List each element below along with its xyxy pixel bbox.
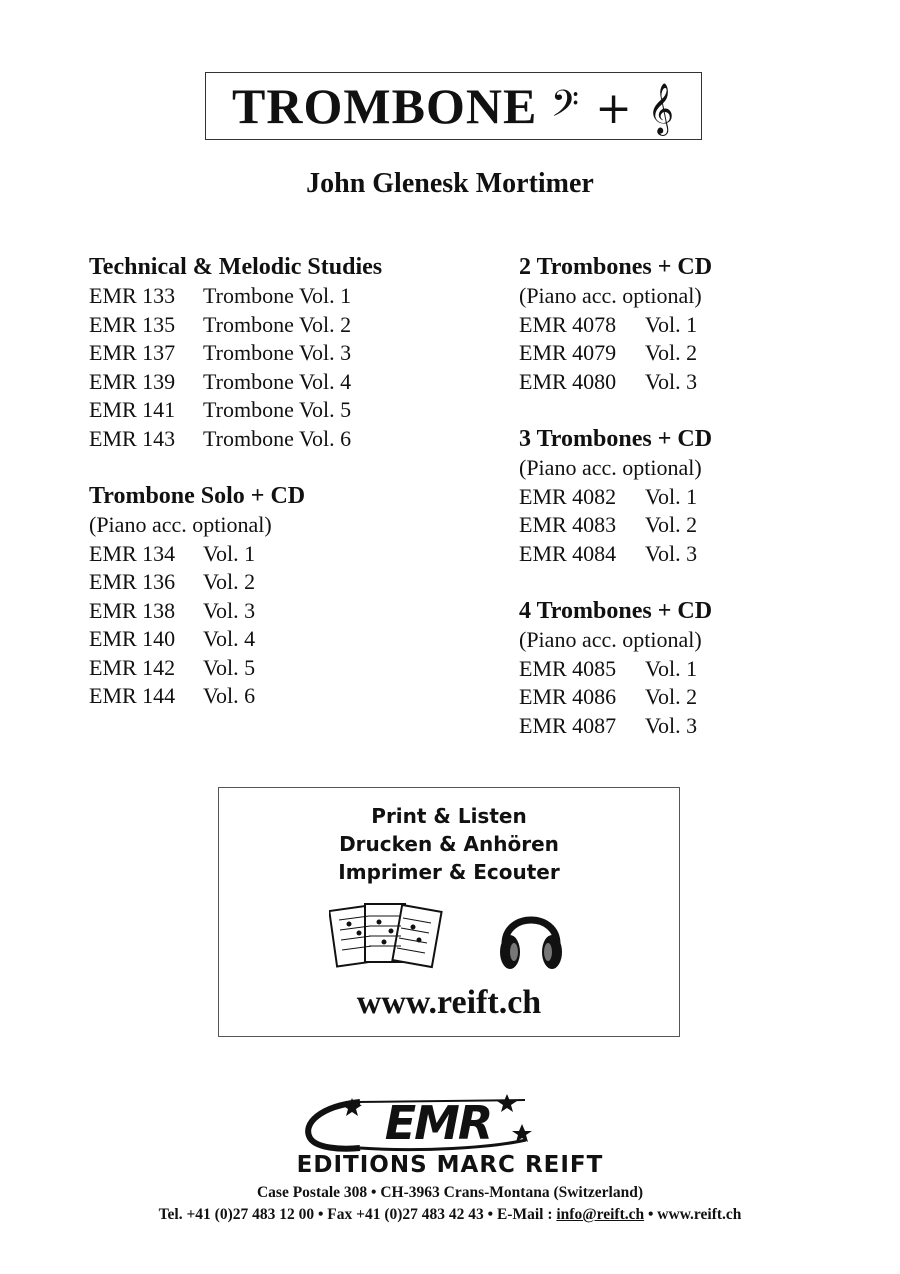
item-code: EMR 4082: [519, 483, 617, 509]
list-item: [89, 597, 382, 626]
item-code: EMR 4087: [519, 712, 617, 738]
item-label: Trombone Vol. 3: [203, 340, 352, 365]
section-subtitle: (Piano acc. optional): [519, 455, 702, 480]
clef-symbols: 𝄢 + 𝄞: [550, 83, 675, 134]
item-code: EMR 4086: [519, 684, 617, 709]
promo-line: Drucken & Anhören: [339, 832, 559, 856]
item-label: Vol. 3: [645, 368, 698, 394]
item-code: EMR 137: [89, 340, 176, 365]
item-code: EMR 140: [89, 626, 176, 651]
catalog-section: [519, 596, 712, 740]
item-label: Trombone Vol. 4: [203, 368, 352, 394]
item-code: EMR 4080: [519, 368, 617, 394]
list-item: [89, 625, 382, 654]
item-code: EMR 4078: [519, 311, 617, 337]
right-column: [519, 252, 712, 768]
list-item: [89, 396, 382, 425]
item-label: Vol. 2: [203, 569, 256, 594]
item-label: Vol. 4: [203, 626, 256, 651]
list-item: [519, 712, 712, 741]
list-item: [89, 282, 382, 311]
item-label: Vol. 1: [645, 655, 698, 681]
item-code: EMR 144: [89, 683, 176, 708]
section-subtitle: (Piano acc. optional): [89, 512, 272, 537]
page-title: [232, 77, 675, 135]
list-item: [89, 339, 382, 368]
contact-phone-fax: Tel. +41 (0)27 483 12 00 • Fax +41 (0)27 483 42 43 • E-Mail :: [158, 1206, 557, 1223]
item-label: Trombone Vol. 1: [203, 283, 352, 308]
item-code: EMR 136: [89, 569, 176, 594]
contact-website: • www.reift.ch: [644, 1206, 742, 1223]
item-label: Trombone Vol. 6: [203, 425, 352, 451]
item-code: EMR 135: [89, 311, 176, 337]
item-label: Vol. 3: [645, 712, 698, 738]
item-code: EMR 142: [89, 654, 176, 680]
promo-line: Imprimer & Ecouter: [338, 860, 560, 884]
title-text: TROMBONE: [232, 78, 538, 134]
section-title: 3 Trombones + CD: [519, 426, 713, 452]
logo-text: EMR: [384, 1096, 492, 1150]
list-item: [519, 311, 712, 340]
item-label: Vol. 2: [645, 684, 698, 709]
item-code: EMR 4085: [519, 655, 617, 681]
list-item: [89, 654, 382, 683]
print-listen-box: [218, 787, 680, 1037]
left-column: [89, 252, 382, 739]
list-item: [89, 568, 382, 597]
item-code: EMR 139: [89, 368, 176, 394]
promo-url: www.reift.ch: [356, 984, 542, 1021]
catalog-section: [89, 252, 382, 453]
author-name: John Glenesk Mortimer: [306, 168, 594, 199]
item-label: Vol. 2: [645, 512, 698, 537]
list-item: [89, 368, 382, 397]
publisher-name: EDITIONS MARC REIFT: [296, 1152, 604, 1178]
item-code: EMR 4084: [519, 540, 617, 566]
catalog-section: [89, 481, 382, 711]
list-item: [89, 311, 382, 340]
section-subtitle: (Piano acc. optional): [519, 627, 702, 652]
list-item: [519, 540, 712, 569]
item-label: Vol. 6: [203, 683, 256, 708]
emr-logo: [300, 1094, 540, 1154]
item-label: Vol. 2: [645, 340, 698, 365]
list-item: [519, 339, 712, 368]
item-label: Vol. 3: [645, 540, 698, 566]
publisher-contact: [0, 1206, 900, 1224]
list-item: [519, 655, 712, 684]
sheet-music-icon: [329, 900, 444, 972]
item-code: EMR 143: [89, 425, 176, 451]
list-item: [519, 683, 712, 712]
list-item: [519, 511, 712, 540]
catalog-section: [519, 424, 712, 568]
list-item: [89, 425, 382, 454]
section-title: 4 Trombones + CD: [519, 598, 713, 624]
section-title: Trombone Solo + CD: [89, 483, 306, 509]
publisher-address: Case Postale 308 • CH-3963 Crans-Montana (Switzerland): [256, 1184, 643, 1201]
section-title: Technical & Melodic Studies: [89, 254, 383, 280]
item-code: EMR 4083: [519, 512, 617, 537]
list-item: [89, 682, 382, 711]
list-item: [519, 368, 712, 397]
headphones-icon: [495, 900, 567, 976]
item-code: EMR 141: [89, 397, 176, 422]
list-item: [89, 540, 382, 569]
item-label: Vol. 5: [203, 654, 256, 680]
list-item: [519, 483, 712, 512]
item-code: EMR 133: [89, 283, 176, 308]
item-code: EMR 138: [89, 597, 176, 623]
email-link[interactable]: info@reift.ch: [556, 1206, 645, 1223]
item-code: EMR 4079: [519, 340, 617, 365]
item-label: Vol. 3: [203, 597, 256, 623]
section-title: 2 Trombones + CD: [519, 254, 713, 280]
item-label: Trombone Vol. 2: [203, 311, 352, 337]
item-code: EMR 134: [89, 540, 176, 566]
item-label: Vol. 1: [645, 483, 698, 509]
item-label: Trombone Vol. 5: [203, 397, 352, 422]
promo-line: Print & Listen: [371, 804, 527, 828]
item-label: Vol. 1: [645, 311, 698, 337]
catalog-section: [519, 252, 712, 396]
section-subtitle: (Piano acc. optional): [519, 283, 702, 308]
item-label: Vol. 1: [203, 540, 256, 566]
title-box: [205, 72, 702, 140]
